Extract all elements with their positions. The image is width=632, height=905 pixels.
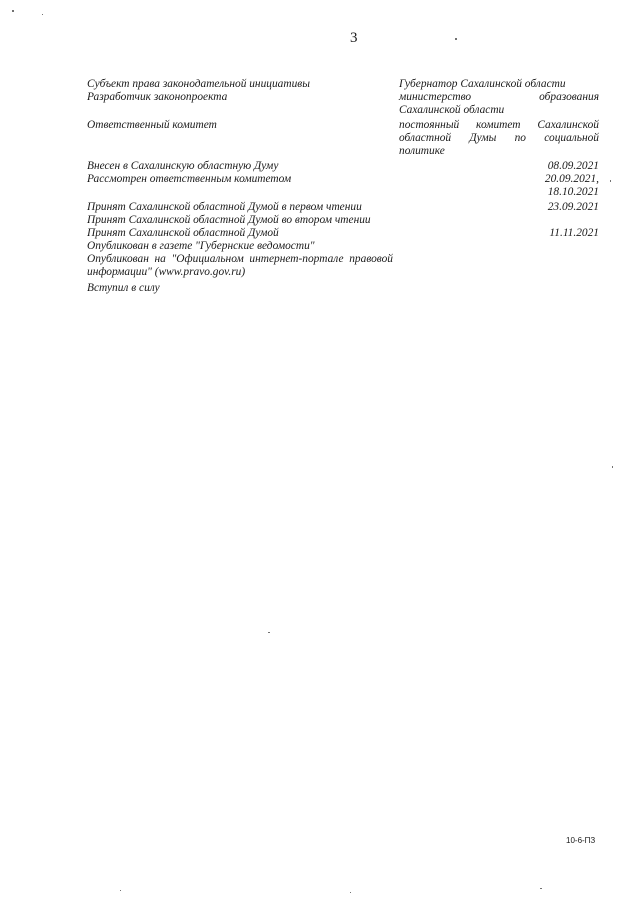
first-reading-date: 23.09.2021 [547, 201, 599, 213]
committee-value-line3: политике [399, 145, 445, 157]
introduced-date: 08.09.2021 [547, 160, 599, 172]
page-number: 3 [350, 30, 358, 46]
scan-speck [350, 892, 351, 893]
document-code: 10-6-ПЗ [566, 836, 596, 845]
scan-speck [455, 38, 457, 40]
scan-speck [42, 14, 43, 15]
scan-speck [12, 10, 14, 12]
scan-speck [540, 888, 542, 889]
adopted-label: Принят Сахалинской областной Думой [87, 227, 279, 239]
reviewed-date-1: 20.09.2021, [544, 173, 599, 185]
subject-value: Губернатор Сахалинской области [399, 78, 566, 90]
second-reading-label: Принят Сахалинской областной Думой во втором чтении [87, 214, 371, 226]
subject-label: Субъект права законодательной инициативы [87, 78, 310, 90]
scan-speck [612, 466, 613, 468]
developer-label: Разработчик законопроекта [87, 91, 228, 103]
reviewed-label: Рассмотрен ответственным комитетом [87, 173, 292, 185]
committee-value-line2: областной Думы по социальной [399, 132, 599, 144]
in-force-label: Вступил в силу [87, 282, 160, 294]
published-portal-label: Опубликован на "Официальном интернет-портале правовой информации" (www.pravo.gov.ru) [87, 253, 393, 278]
adopted-date: 11.11.2021 [549, 227, 599, 239]
scan-speck [120, 890, 121, 891]
first-reading-label: Принят Сахалинской областной Думой в первом чтении [87, 201, 362, 213]
published-newspaper-label: Опубликован в газете "Губернские ведомости" [87, 240, 315, 252]
scan-speck [610, 180, 611, 182]
reviewed-date-2: 18.10.2021 [547, 186, 599, 198]
developer-value-line2: Сахалинской области [399, 104, 505, 116]
scan-speck [268, 632, 270, 633]
introduced-label: Внесен в Сахалинскую областную Думу [87, 160, 279, 172]
committee-value-line1: постоянный комитет Сахалинской [399, 119, 599, 131]
developer-value-line1: министерство образования [399, 91, 599, 103]
committee-label: Ответственный комитет [87, 119, 217, 131]
